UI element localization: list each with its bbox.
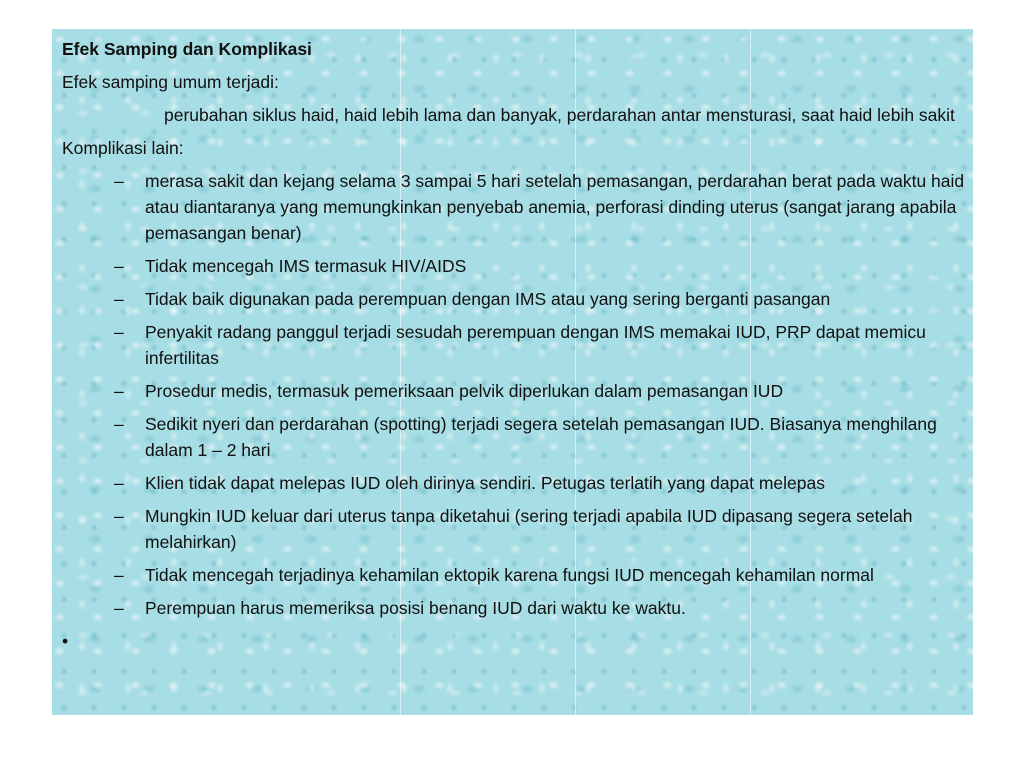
complication-text: Penyakit radang panggul terjadi sesudah perempuan dengan IMS memakai IUD, PRP dapat memicu infertilitas <box>145 322 926 368</box>
complication-text: Tidak mencegah IMS termasuk HIV/AIDS <box>145 256 467 276</box>
bullet-marker: • <box>62 631 69 651</box>
side-effects-heading: Efek samping umum terjadi: <box>62 72 279 92</box>
complication-text: merasa sakit dan kejang selama 3 sampai 5 hari setelah pemasangan, perdarahan berat pada waktu haid atau diantaranya yang memungkinkan penyebab anemia, perforasi dinding uterus (sangat jarang apabila pemasangan benar) <box>145 171 965 243</box>
dash-marker: – <box>114 171 124 191</box>
dash-marker: – <box>114 289 124 309</box>
complication-text: Perempuan harus memeriksa posisi benang IUD dari waktu ke waktu. <box>145 598 686 618</box>
complication-item <box>62 503 967 555</box>
complication-text: Prosedur medis, termasuk pemeriksaan pelvik diperlukan dalam pemasangan IUD <box>145 381 784 401</box>
complication-item <box>62 562 967 588</box>
dash-marker: – <box>114 414 124 434</box>
complications-heading: Komplikasi lain: <box>62 138 184 158</box>
complication-text: Mungkin IUD keluar dari uterus tanpa diketahui (sering terjadi apabila IUD dipasang segera setelah melahirkan) <box>145 506 913 552</box>
complication-item <box>62 168 967 246</box>
slide-title: Efek Samping dan Komplikasi <box>62 39 312 59</box>
complication-text: Sedikit nyeri dan perdarahan (spotting) terjadi segera setelah pemasangan IUD. Biasanya menghilang dalam 1 – 2 hari <box>145 414 937 460</box>
dash-marker: – <box>114 381 124 401</box>
dash-marker: – <box>114 322 124 342</box>
complication-item <box>62 378 967 404</box>
dash-marker: – <box>114 256 124 276</box>
dash-marker: – <box>114 506 124 526</box>
complication-item <box>62 286 967 312</box>
complication-item <box>62 411 967 463</box>
complication-item <box>62 319 967 371</box>
complication-item <box>62 253 967 279</box>
dash-marker: – <box>114 473 124 493</box>
complication-item <box>62 470 967 496</box>
dash-marker: – <box>114 565 124 585</box>
complication-text: Klien tidak dapat melepas IUD oleh dirinya sendiri. Petugas terlatih yang dapat melepas <box>145 473 825 493</box>
complication-text: Tidak mencegah terjadinya kehamilan ektopik karena fungsi IUD mencegah kehamilan normal <box>145 565 874 585</box>
complication-item <box>62 595 967 621</box>
slide-content <box>62 36 967 651</box>
complication-text: Tidak baik digunakan pada perempuan dengan IMS atau yang sering berganti pasangan <box>145 289 831 309</box>
side-effects-text: perubahan siklus haid, haid lebih lama dan banyak, perdarahan antar mensturasi, saat haid lebih sakit <box>164 105 955 125</box>
dash-marker: – <box>114 598 124 618</box>
